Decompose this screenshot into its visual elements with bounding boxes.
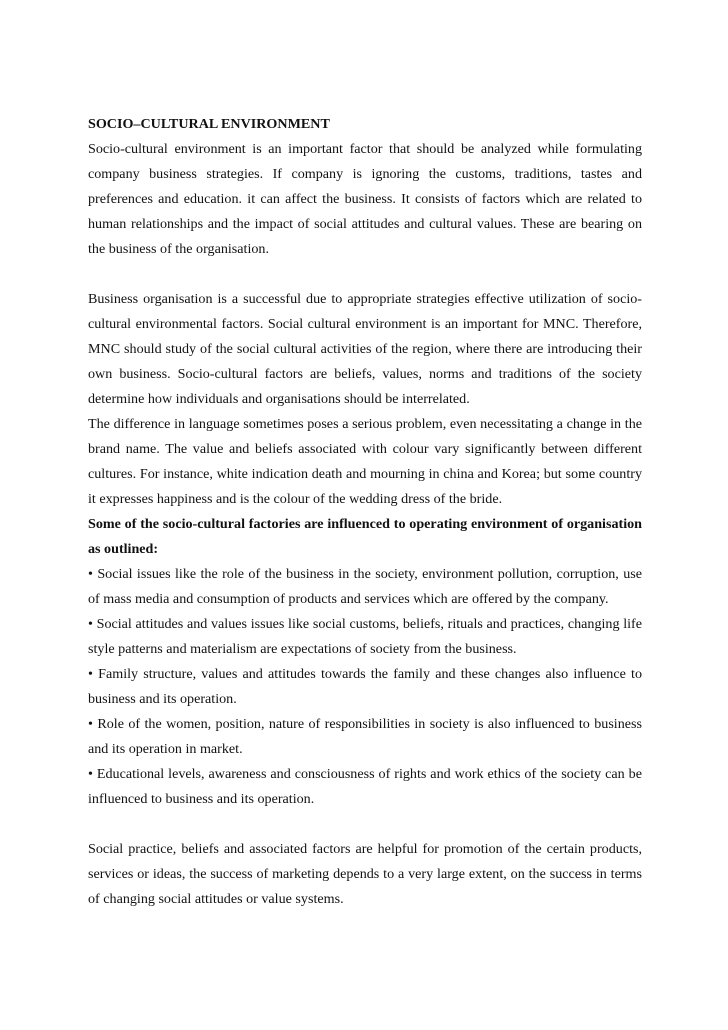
paragraph-spacer [88, 812, 642, 837]
bullet-educational-levels: • Educational levels, awareness and consciousness of rights and work ethics of the society can be influenced to business and its operation. [88, 766, 642, 807]
paragraph-factors-intro: Some of the socio-cultural factories are influenced to operating environment of organisation as outlined: [88, 516, 642, 557]
section-heading: SOCIO–CULTURAL ENVIRONMENT [88, 116, 330, 132]
bullet-family-structure: • Family structure, values and attitudes towards the family and these changes also influence to business and its operation. [88, 666, 642, 707]
bullet-social-issues: • Social issues like the role of the business in the society, environment pollution, corruption, use of mass media and consumption of products and services which are offered by the company. [88, 566, 642, 607]
bullet-social-attitudes: • Social attitudes and values issues like social customs, beliefs, rituals and practices, changing life style patterns and materialism are expectations of society from the business. [88, 616, 642, 657]
paragraph-intro: Socio-cultural environment is an important factor that should be analyzed while formulating company business strategies. If company is ignoring the customs, traditions, tastes and preferences and education. it can affect the business. It consists of factors which are related to human relationships and the impact of social attitudes and cultural values. These are bearing on the business of the organisation. [88, 141, 642, 257]
paragraph-language-colour: The difference in language sometimes poses a serious problem, even necessitating a change in the brand name. The value and beliefs associated with colour vary significantly between different cultures. For instance, white indication death and mourning in china and Korea; but some country it expresses happiness and is the colour of the wedding dress of the bride. [88, 416, 642, 507]
bullet-role-of-women: • Role of the women, position, nature of responsibilities in society is also influenced to business and its operation in market. [88, 716, 642, 757]
paragraph-closing: Social practice, beliefs and associated factors are helpful for promotion of the certain products, services or ideas, the success of marketing depends to a very large extent, on the success in terms of changing social attitudes or value systems. [88, 841, 642, 907]
paragraph-business-organisation: Business organisation is a successful due to appropriate strategies effective utilization of socio-cultural environmental factors. Social cultural environment is an important for MNC. Therefore, MNC should study of the social cultural activities of the region, where there are introducing their own business. Socio-cultural factors are beliefs, values, norms and traditions of the society determine how individuals and organisations should be interrelated. [88, 291, 642, 407]
paragraph-spacer [88, 262, 642, 287]
